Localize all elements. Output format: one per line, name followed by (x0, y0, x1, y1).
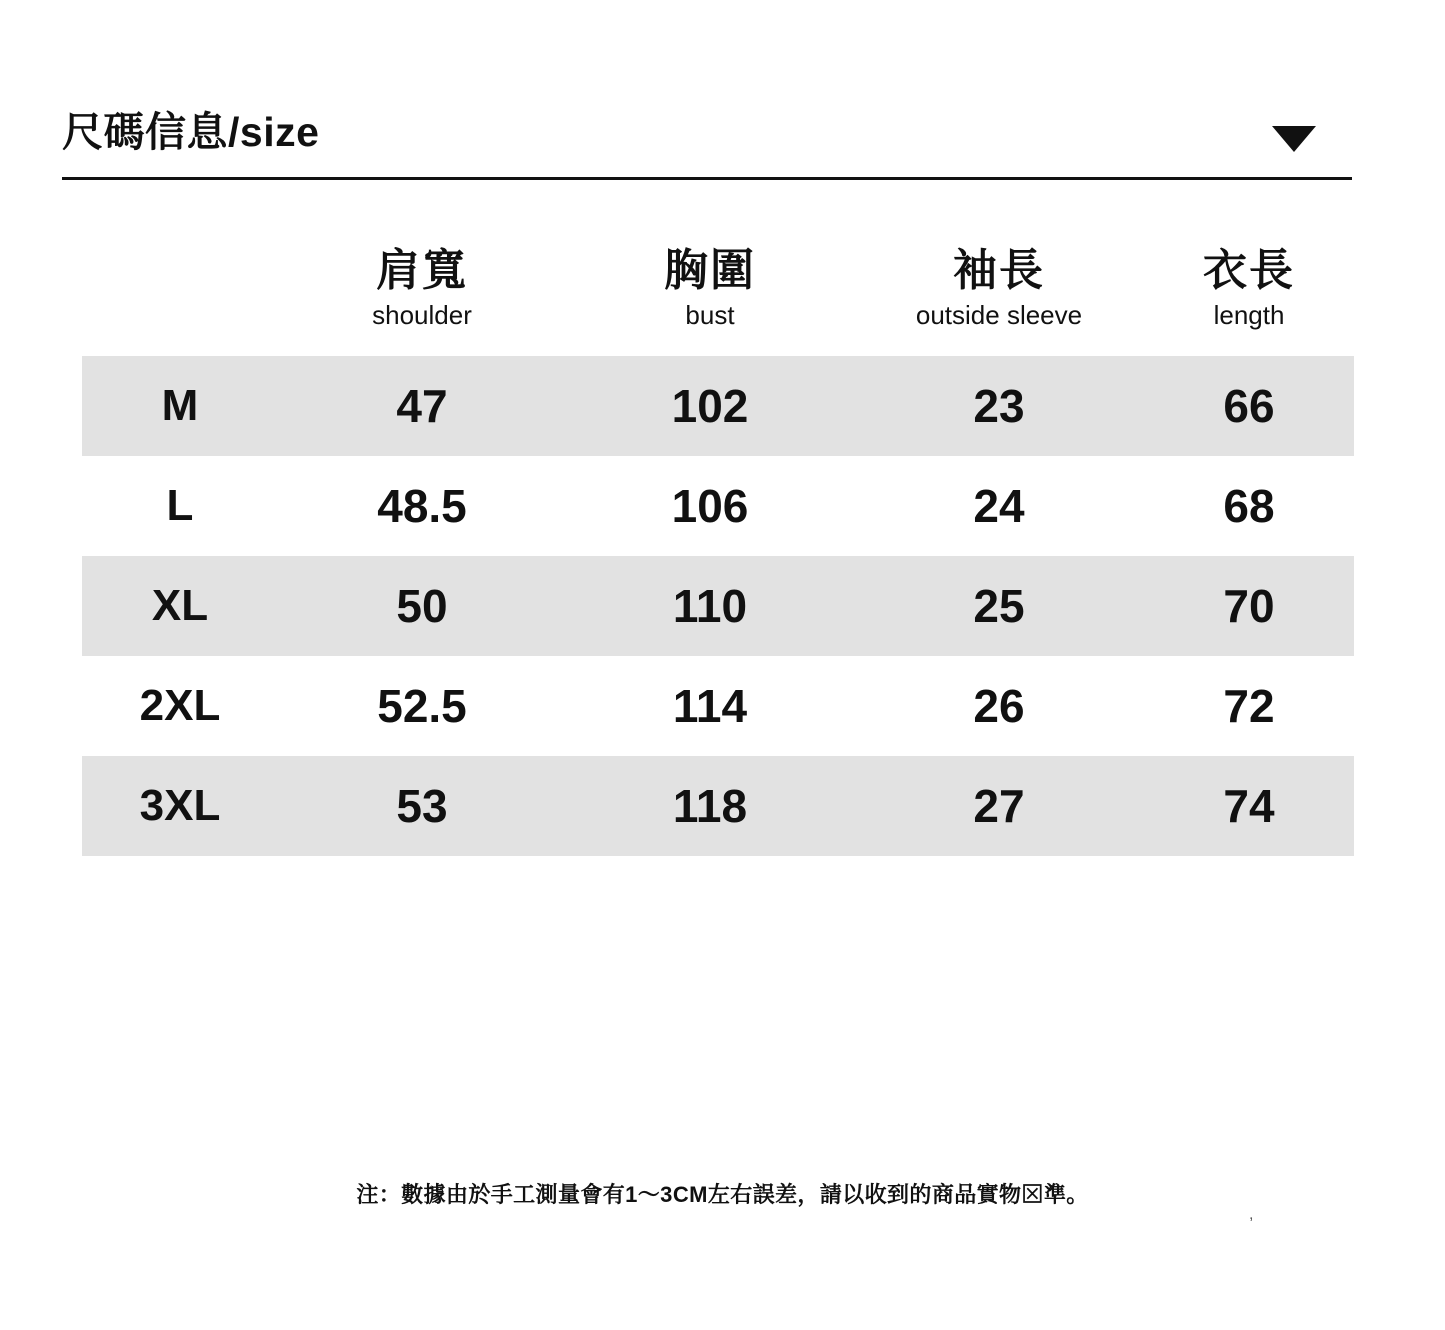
size-chart-table (82, 246, 1354, 856)
section-header[interactable] (62, 104, 1352, 180)
cell-length: 70 (1144, 556, 1354, 656)
cell-bust: 106 (566, 456, 854, 556)
cell-sleeve: 27 (854, 756, 1144, 856)
column-header-size (82, 246, 278, 356)
column-header-bust: 胸圍 bust (664, 246, 756, 331)
table-row (82, 556, 1354, 656)
page-title: 尺碼信息/size (62, 109, 320, 155)
cell-size: XL (82, 556, 278, 656)
cell-shoulder: 50 (278, 556, 566, 656)
table-row (82, 456, 1354, 556)
cell-sleeve: 23 (854, 356, 1144, 456)
column-header-sleeve: 袖長 outside sleeve (915, 246, 1083, 331)
chevron-down-icon[interactable] (1272, 126, 1316, 152)
cell-bust: 110 (566, 556, 854, 656)
table-header-row (82, 246, 1354, 356)
cell-length: 68 (1144, 456, 1354, 556)
column-header-length: 衣長 length (1203, 246, 1295, 331)
cell-bust: 118 (566, 756, 854, 856)
cell-shoulder: 47 (278, 356, 566, 456)
tiny-mark: , (1249, 1206, 1254, 1223)
table-row (82, 356, 1354, 456)
cell-shoulder: 52.5 (278, 656, 566, 756)
cell-sleeve: 25 (854, 556, 1144, 656)
cell-bust: 114 (566, 656, 854, 756)
table-row (82, 756, 1354, 856)
cell-length: 72 (1144, 656, 1354, 756)
cell-length: 66 (1144, 356, 1354, 456)
cell-size: M (82, 356, 278, 456)
table-row (82, 656, 1354, 756)
cell-shoulder: 48.5 (278, 456, 566, 556)
measurement-disclaimer: 注：數據由於手工測量會有1～3CM左右誤差，請以收到的商品實物⊠準。 (356, 1182, 1089, 1207)
cell-shoulder: 53 (278, 756, 566, 856)
cell-length: 74 (1144, 756, 1354, 856)
cell-size: L (82, 456, 278, 556)
cell-sleeve: 24 (854, 456, 1144, 556)
cell-sleeve: 26 (854, 656, 1144, 756)
cell-size: 3XL (82, 756, 278, 856)
cell-bust: 102 (566, 356, 854, 456)
cell-size: 2XL (82, 656, 278, 756)
column-header-shoulder: 肩寬 shoulder (372, 246, 472, 331)
